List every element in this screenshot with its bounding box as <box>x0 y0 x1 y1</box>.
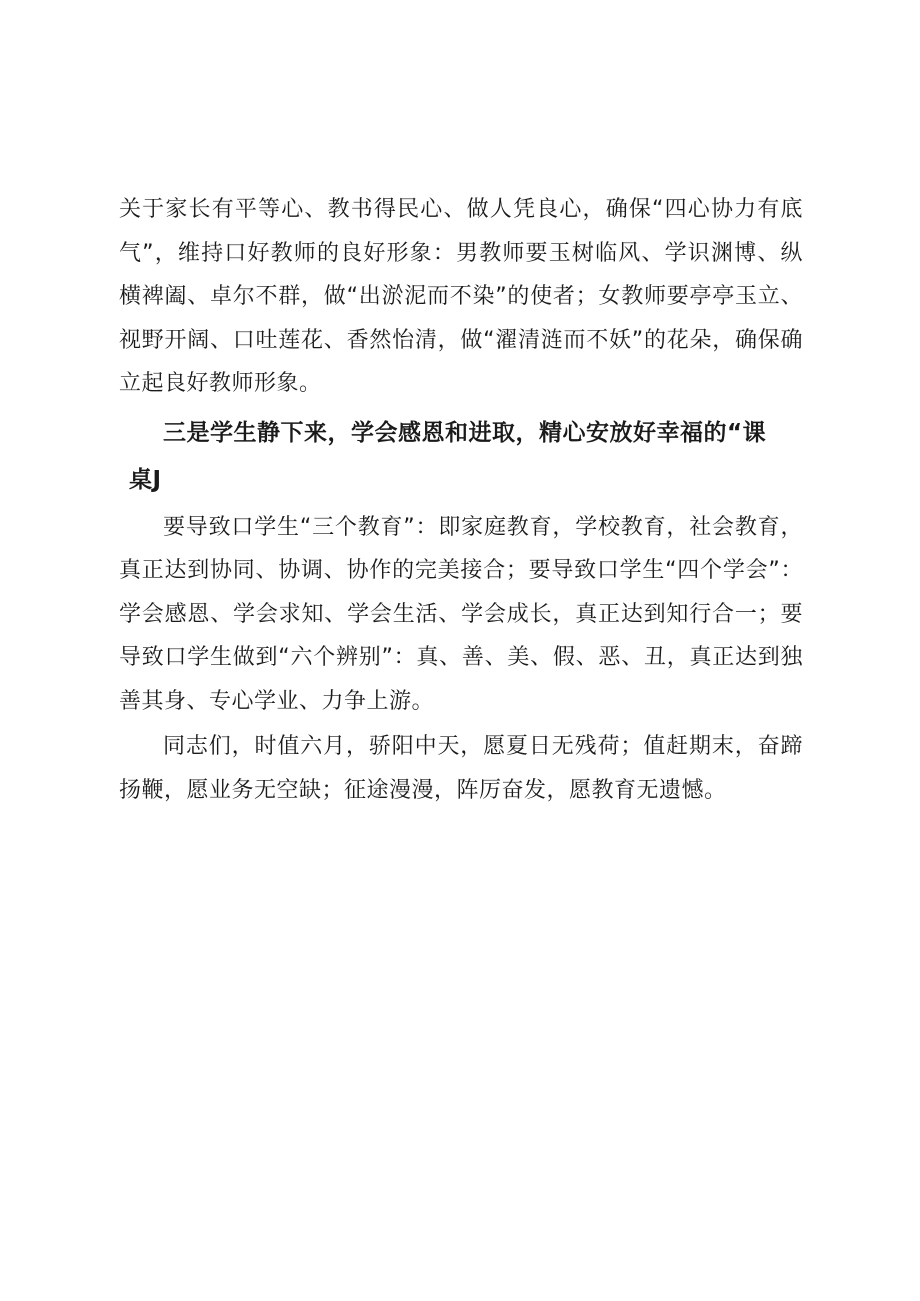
paragraph-teacher-image: 关于家长有平等心、教书得民心、做人凭良心，确保“四心协力有底气”，维持口好教师的良好形象：男教师要玉树临风、学识渊博、纵横裨阖、卓尔不群，做“出淤泥而不染”的使者；女教师要亭亭玉立、视野开阔、口吐莲花、香然怡清，做“濯清涟而不妖”的花朵，确保确立起良好教师形象。 <box>119 197 803 396</box>
paragraph-student-education: 要导致口学生“三个教育”：即家庭教育，学校教育，社会教育，真正达到协同、协调、协作的完美接合；要导致口学生“四个学会”：学会感恩、学会求知、学会生活、学会成长，真正达到知行合一；要导致口学生做到“六个辨别”：真、善、美、假、恶、丑，真正达到独善其身、专心学业、力争上游。 <box>119 514 803 714</box>
document-page <box>119 188 803 812</box>
section-heading-tail: 桌J <box>129 466 162 493</box>
paragraph-closing: 同志们，时值六月，骄阳中天，愿夏日无残荷；值赶期末，奋蹄扬鞭，愿业务无空缺；征途漫漫，阵厉奋发，愿教育无遗憾。 <box>119 734 803 803</box>
section-heading-students <box>119 410 803 504</box>
section-heading-main: 三是学生静下来，学会感恩和进取，精心安放好幸福的“课 <box>163 419 767 446</box>
